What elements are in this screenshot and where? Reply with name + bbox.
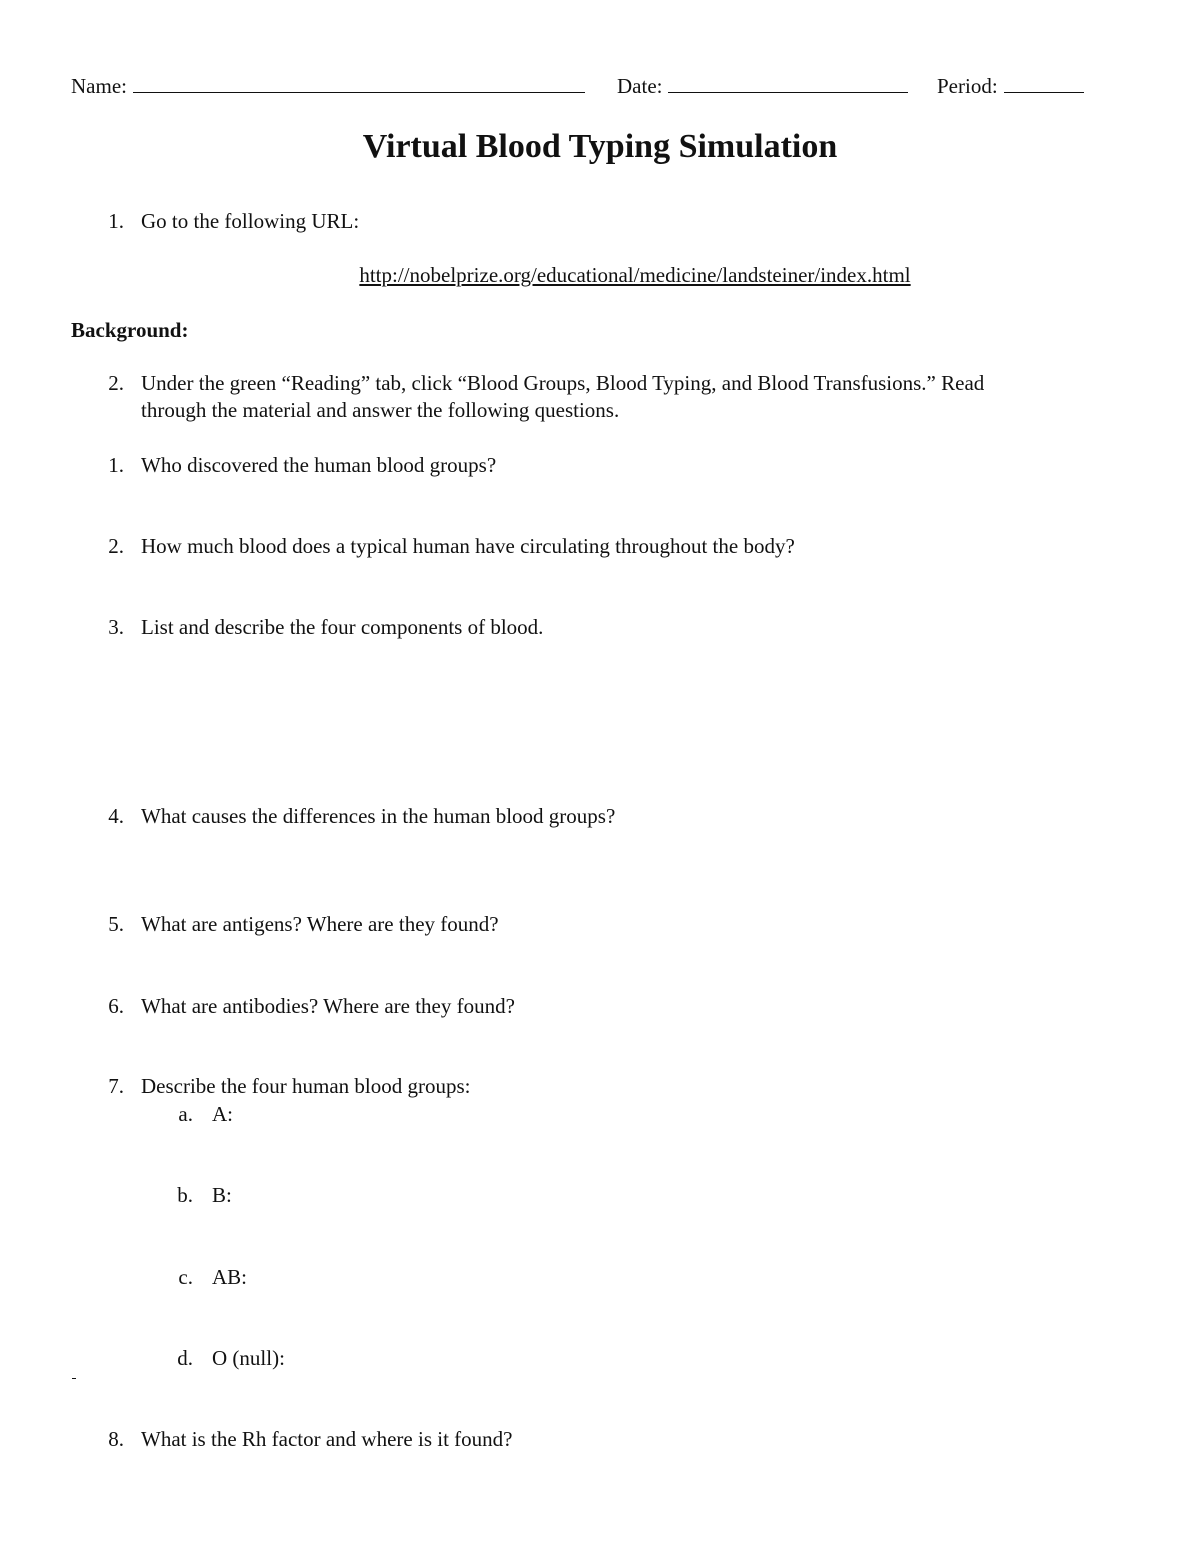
step-text-line-2: through the material and answer the following questions.: [141, 398, 620, 422]
question-number: 5.: [108, 912, 124, 936]
step-text-line-1: Under the green “Reading” tab, click “Blood Groups, Blood Typing, and Blood Transfusions.” Read: [141, 371, 985, 395]
date-field[interactable]: [617, 73, 908, 99]
margin-mark: [72, 1378, 76, 1379]
period-blank[interactable]: [1004, 73, 1084, 93]
sub-item-text: A:: [212, 1102, 233, 1126]
sub-item-letter: c.: [178, 1265, 193, 1289]
question-text: What are antigens? Where are they found?: [141, 912, 499, 936]
sub-item-text: AB:: [212, 1265, 248, 1289]
sub-item-letter: a.: [178, 1102, 193, 1126]
question-number: 1.: [108, 453, 124, 477]
question-number: 4.: [108, 804, 124, 828]
sub-item-letter: d.: [177, 1346, 193, 1370]
step-number: 2.: [108, 371, 124, 395]
question-text: How much blood does a typical human have circulating throughout the body?: [141, 534, 795, 558]
period-field[interactable]: [937, 73, 1084, 99]
background-heading: Background:: [71, 318, 189, 342]
name-label: Name:: [71, 74, 127, 98]
name-blank[interactable]: [133, 73, 585, 93]
name-field[interactable]: [71, 73, 585, 99]
period-label: Period:: [937, 74, 998, 98]
page-title: Virtual Blood Typing Simulation: [362, 128, 838, 165]
question-text: What are antibodies? Where are they found?: [141, 994, 515, 1018]
date-label: Date:: [617, 74, 663, 98]
question-text: What causes the differences in the human blood groups?: [141, 804, 616, 828]
question-number: 6.: [108, 994, 124, 1018]
sub-item-text: O (null):: [212, 1346, 285, 1370]
question-number: 8.: [108, 1427, 124, 1451]
question-text: What is the Rh factor and where is it found?: [141, 1427, 513, 1451]
step-number: 1.: [108, 209, 124, 233]
question-number: 2.: [108, 534, 124, 558]
question-number: 3.: [108, 615, 124, 639]
url-link[interactable]: http://nobelprize.org/educational/medicine/landsteiner/index.html: [359, 263, 911, 287]
step-text: Go to the following URL:: [141, 209, 360, 233]
sub-item-text: B:: [212, 1183, 232, 1207]
date-blank[interactable]: [668, 73, 908, 93]
question-text: Who discovered the human blood groups?: [141, 453, 497, 477]
sub-item-letter: b.: [177, 1183, 193, 1207]
question-text: Describe the four human blood groups:: [141, 1074, 471, 1098]
question-number: 7.: [108, 1074, 124, 1098]
question-text: List and describe the four components of blood.: [141, 615, 544, 639]
